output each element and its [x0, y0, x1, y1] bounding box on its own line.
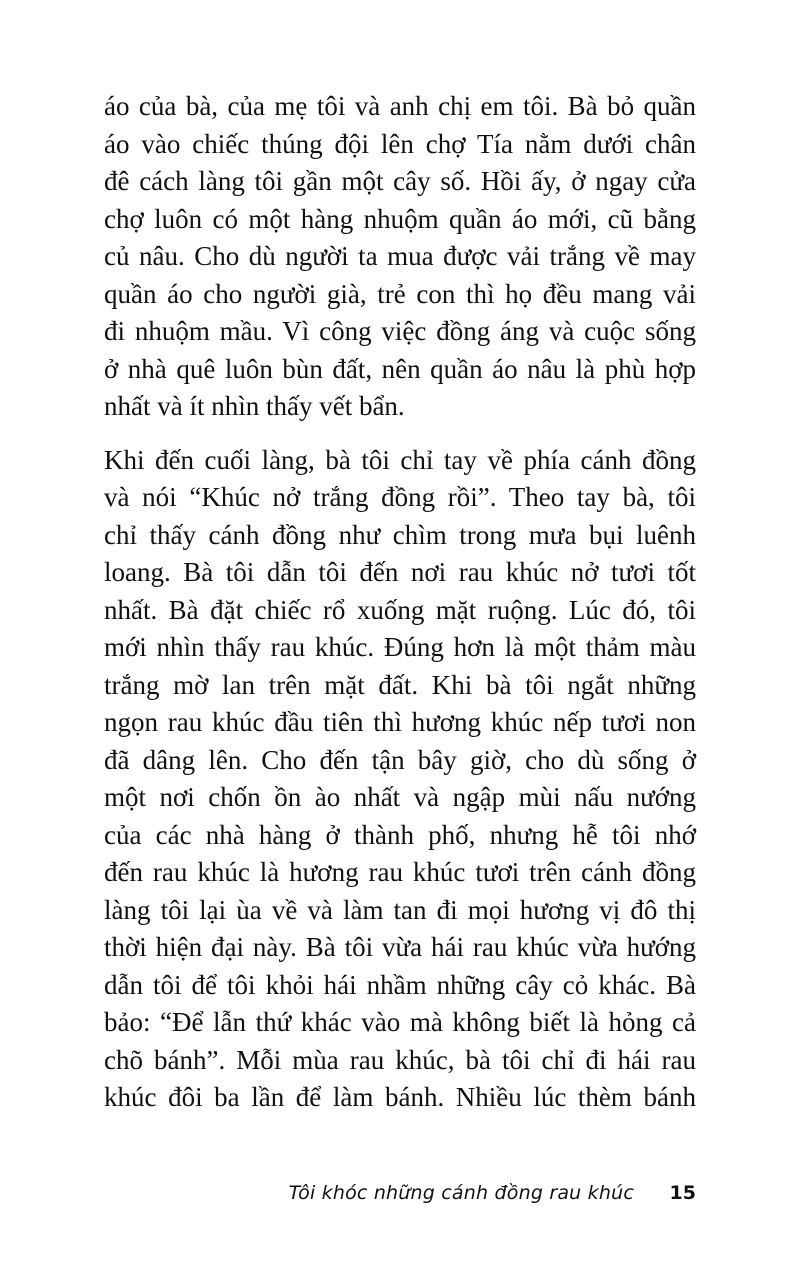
paragraph-2-line: dẫn tôi để tôi khỏi hái nhầm những cây cỏ khác. Bà: [104, 969, 696, 1000]
paragraph-2-line: mới nhìn thấy rau khúc. Đúng hơn là một thảm màu: [104, 632, 696, 662]
paragraph-2-line: Khi đến cuối làng, bà tôi chỉ tay về phía cánh đồng: [104, 444, 696, 475]
paragraph-1: [104, 88, 696, 426]
paragraph-2-line: của các nhà hàng ở thành phố, nhưng hễ tôi nhớ: [104, 819, 696, 850]
paragraph-1-line: đê cách làng tôi gần một cây số. Hồi ấy, ở ngay cửa: [104, 166, 696, 196]
paragraph-1-line: áo vào chiếc thúng đội lên chợ Tía nằm dưới chân: [104, 128, 696, 159]
body-text: [104, 88, 696, 1117]
running-title: Tôi khóc những cánh đồng rau khúc: [288, 1182, 634, 1204]
paragraph-2-line: chỉ thấy cánh đồng như chìm trong mưa bụi luênh: [104, 519, 696, 550]
paragraph-1-line: ở nhà quê luôn bùn đất, nên quần áo nâu là phù hợp: [104, 353, 696, 384]
paragraph-2-line: loang. Bà tôi dẫn tôi đến nơi rau khúc nở tươi tốt: [104, 557, 696, 587]
paragraph-2-line: trắng mờ lan trên mặt đất. Khi bà tôi ngắt những: [104, 669, 696, 700]
paragraph-1-line: chợ luôn có một hàng nhuộm quần áo mới, cũ bằng: [104, 203, 696, 234]
page-footer: [104, 1182, 696, 1212]
paragraph-2-line: và nói “Khúc nở trắng đồng rồi”. Theo tay bà, tôi: [104, 482, 696, 512]
paragraph-1-line: củ nâu. Cho dù người ta mua được vải trắng về may: [104, 241, 696, 271]
paragraph-1-line: nhất và ít nhìn thấy vết bẩn.: [104, 391, 405, 421]
paragraph-2-line: đã dâng lên. Cho đến tận bây giờ, cho dù sống ở: [104, 744, 696, 775]
paragraph-2-line: một nơi chốn ồn ào nhất và ngập mùi nấu nướng: [104, 782, 696, 812]
paragraph-2-line: chõ bánh”. Mỗi mùa rau khúc, bà tôi chỉ đi hái rau: [104, 1044, 696, 1075]
paragraph-2: [104, 442, 696, 1117]
paragraph-2-line: đến rau khúc là hương rau khúc tươi trên cánh đồng: [104, 857, 696, 887]
paragraph-2-line: làng tôi lại ùa về và làm tan đi mọi hương vị đô thị: [104, 894, 696, 925]
paragraph-2-line: thời hiện đại này. Bà tôi vừa hái rau khúc vừa hướng: [104, 932, 696, 962]
page-number: 15: [669, 1182, 696, 1204]
paragraph-1-line: đi nhuộm mầu. Vì công việc đồng áng và cuộc sống: [104, 316, 696, 346]
paragraph-2-line: ngọn rau khúc đầu tiên thì hương khúc nếp tươi non: [104, 707, 696, 737]
paragraph-1-line: quần áo cho người già, trẻ con thì họ đều mang vải: [104, 278, 696, 309]
paragraph-2-line: bảo: “Để lẫn thứ khác vào mà không biết là hỏng cả: [104, 1007, 696, 1037]
paragraph-2-line: khúc đôi ba lần để làm bánh. Nhiều lúc thèm bánh: [104, 1082, 696, 1112]
paragraph-1-line: áo của bà, của mẹ tôi và anh chị em tôi. Bà bỏ quần: [104, 91, 696, 121]
paragraph-2-line: nhất. Bà đặt chiếc rổ xuống mặt ruộng. Lúc đó, tôi: [104, 594, 696, 625]
